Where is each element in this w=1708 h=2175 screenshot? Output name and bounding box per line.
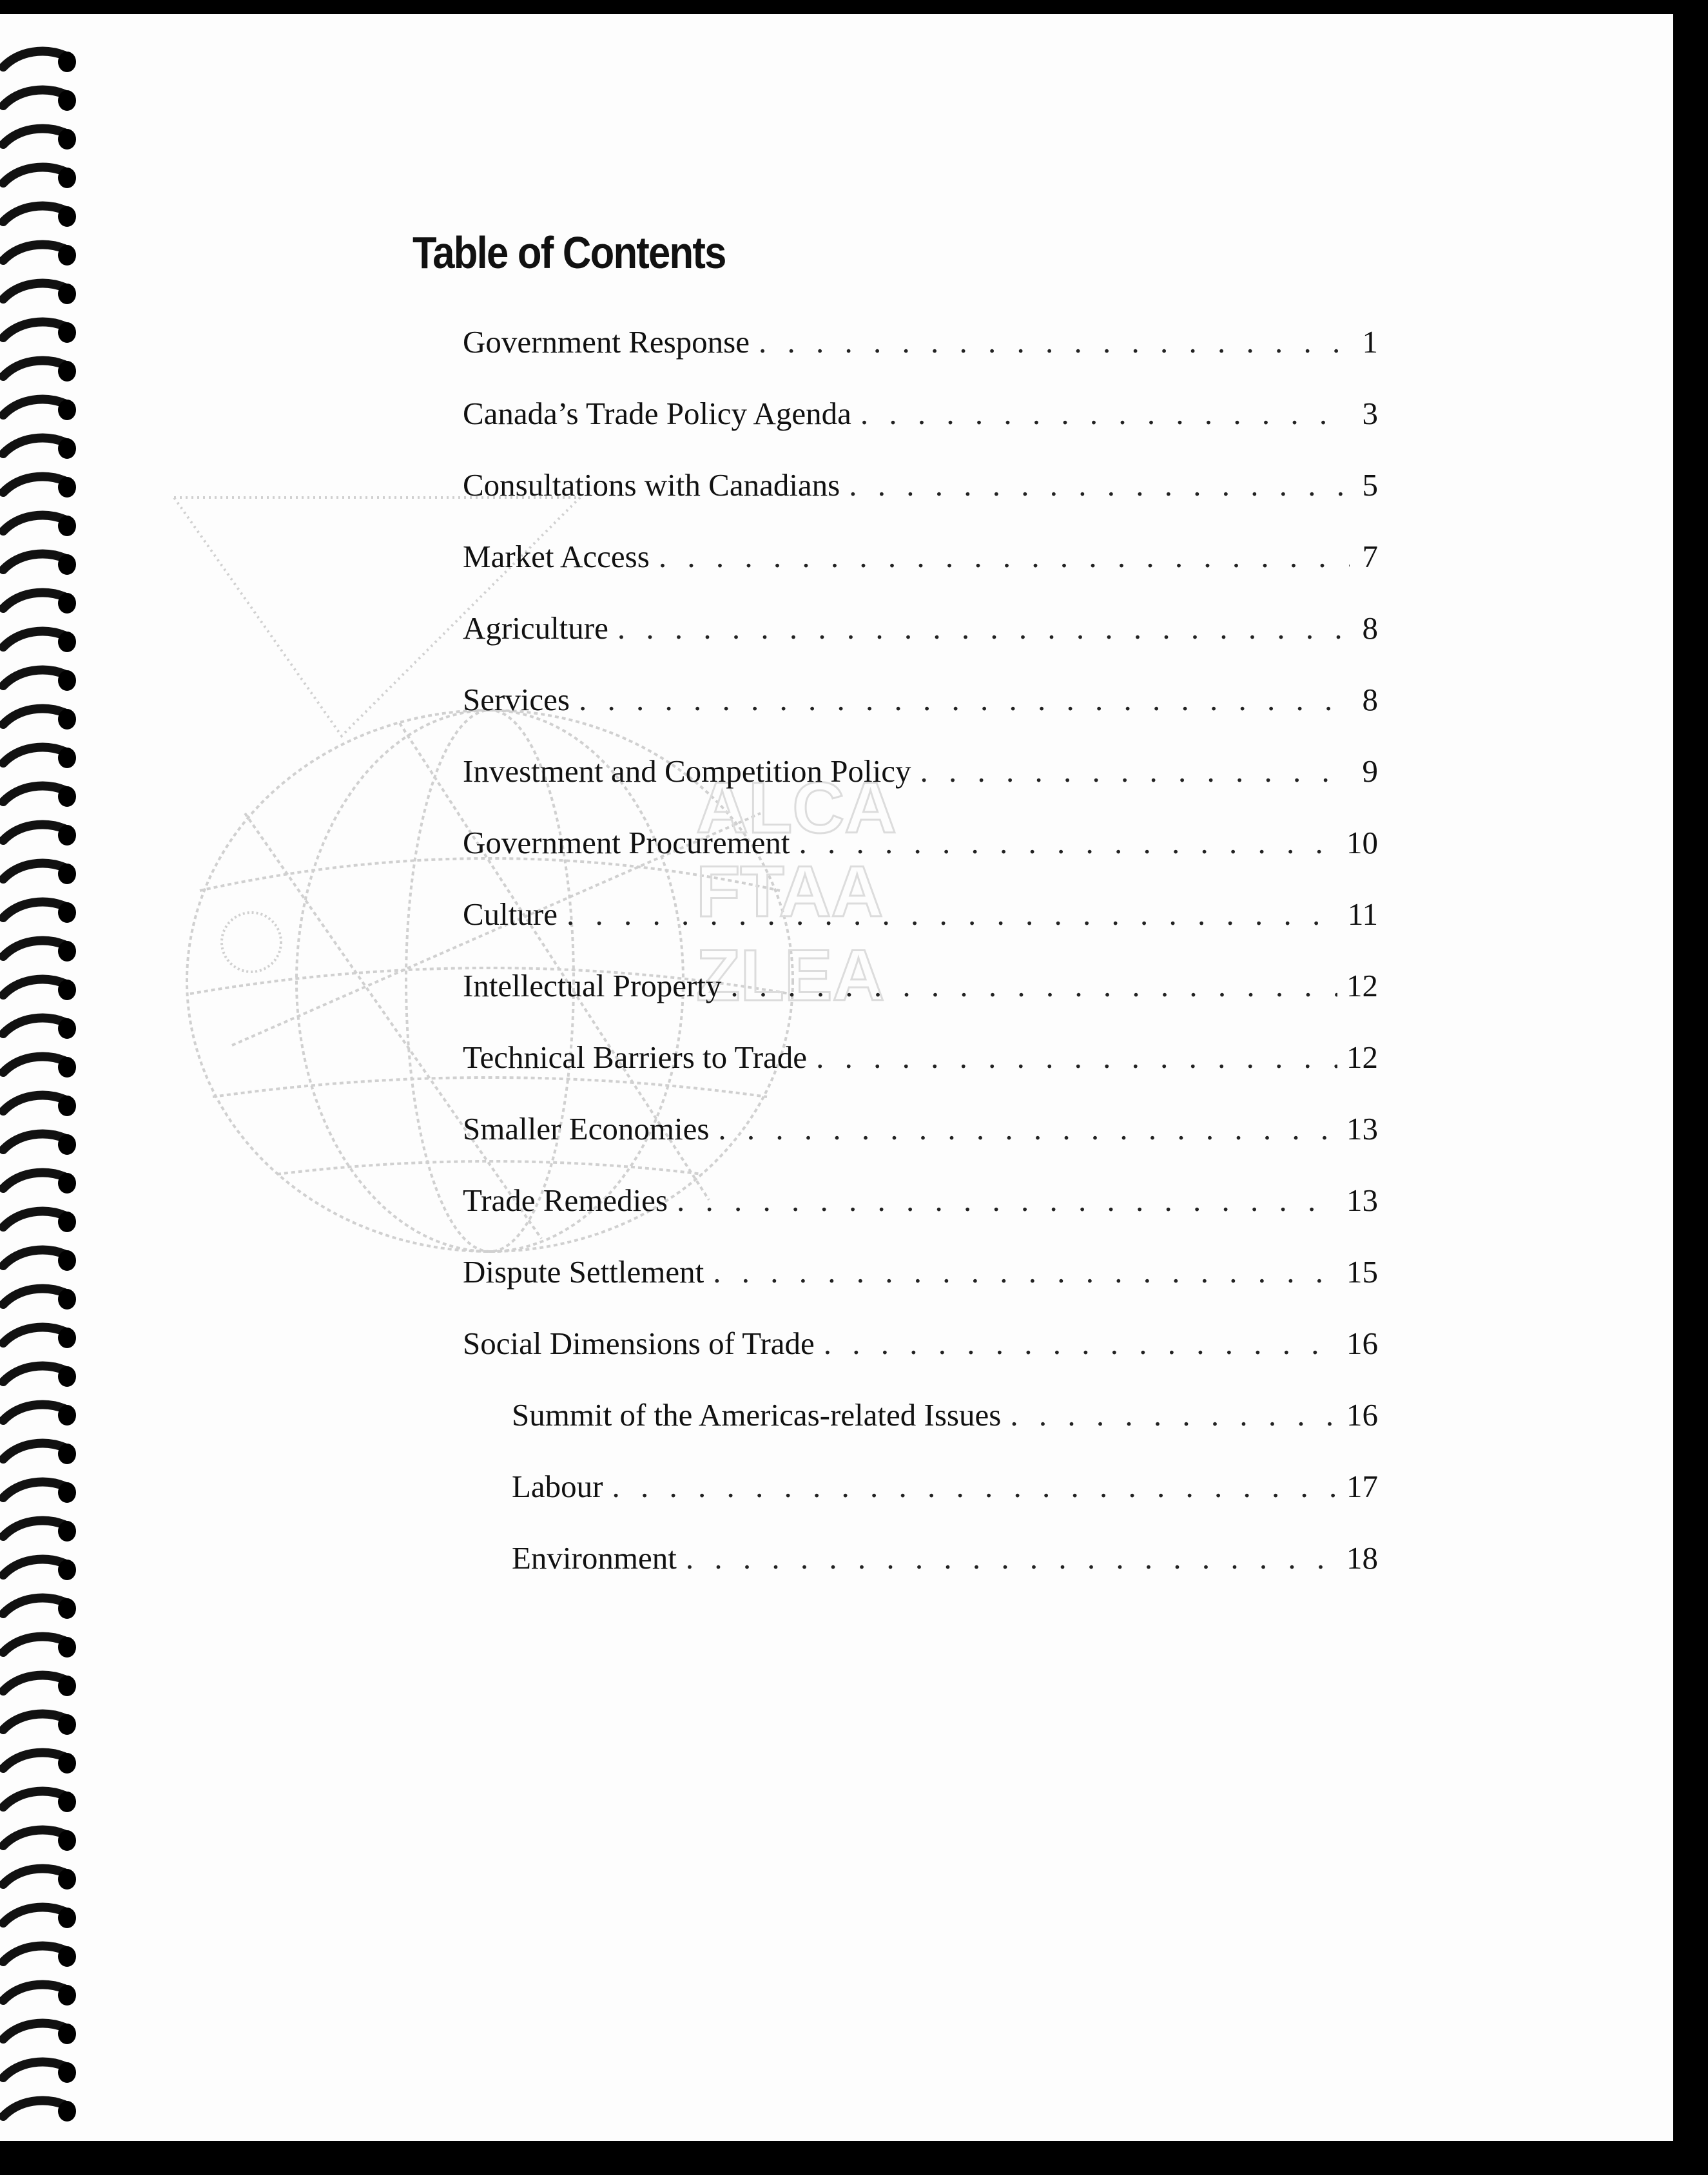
binding-hole: [58, 2062, 76, 2083]
binding-hole: [58, 825, 76, 846]
dot-leader: [816, 1039, 1337, 1076]
binding-hole: [58, 206, 76, 227]
binding-coil: [3, 1482, 64, 1498]
binding-coil: [3, 1869, 64, 1884]
toc-entry[interactable]: [463, 1110, 1378, 1182]
binding-hole: [58, 1444, 76, 1464]
binding-hole: [58, 1134, 76, 1155]
dot-leader: [612, 1468, 1338, 1505]
binding-coil: [3, 245, 64, 260]
binding-hole: [58, 1057, 76, 1078]
toc-entry-page: 5: [1362, 467, 1378, 503]
binding-hole: [58, 129, 76, 150]
toc-entry-label: Investment and Competition Policy: [463, 753, 911, 789]
toc-entry-page: 12: [1346, 968, 1378, 1003]
toc-entry[interactable]: [463, 1253, 1378, 1325]
binding-coil: [3, 1405, 64, 1420]
dot-leader: [677, 1182, 1337, 1219]
binding-hole: [58, 1096, 76, 1116]
binding-hole: [58, 1018, 76, 1039]
binding-hole: [58, 1714, 76, 1735]
binding-hole: [58, 477, 76, 498]
binding-coil: [3, 284, 64, 299]
dot-leader: [579, 681, 1350, 718]
toc-entry-page: 16: [1346, 1326, 1378, 1361]
binding-coil: [3, 748, 64, 763]
binding-coil: [3, 168, 64, 183]
binding-coil: [3, 361, 64, 376]
binding-coil: [3, 1057, 64, 1072]
binding-coil: [3, 1830, 64, 1846]
dot-leader: [799, 824, 1337, 861]
binding-coil: [3, 1328, 64, 1343]
binding-hole: [58, 980, 76, 1000]
binding-coil: [3, 1289, 64, 1304]
toc-entry-label: Labour: [512, 1469, 603, 1504]
toc-entry-label: Government Procurement: [463, 825, 790, 860]
binding-hole: [58, 1637, 76, 1658]
binding-hole: [58, 709, 76, 730]
binding-coil: [3, 1366, 64, 1382]
binding-coil: [3, 129, 64, 144]
binding-hole: [58, 1598, 76, 1619]
document-page: [0, 14, 1673, 2141]
toc-entry-page: 3: [1362, 396, 1378, 431]
toc-entry-label: Social Dimensions of Trade: [463, 1326, 815, 1361]
toc-entry-label: Services: [463, 682, 570, 717]
binding-coil: [3, 477, 64, 492]
binding-coil: [3, 400, 64, 415]
binding-coil: [3, 1096, 64, 1111]
toc-entry-label: Dispute Settlement: [463, 1254, 704, 1290]
toc-entry-label: Intellectual Property: [463, 968, 722, 1003]
toc-entry-page: 11: [1347, 896, 1378, 932]
binding-hole: [58, 1560, 76, 1580]
binding-hole: [58, 2101, 76, 2122]
binding-coil: [3, 322, 64, 338]
binding-hole: [58, 1869, 76, 1890]
binding-hole: [58, 438, 76, 459]
dot-leader: [659, 538, 1350, 575]
binding-coil: [3, 90, 64, 106]
dot-leader: [824, 1325, 1337, 1362]
binding-coil: [3, 1637, 64, 1652]
toc-entry[interactable]: [463, 1397, 1378, 1468]
binding-hole: [58, 1482, 76, 1503]
binding-hole: [58, 632, 76, 652]
binding-hole: [58, 1830, 76, 1851]
binding-coil: [3, 593, 64, 608]
binding-coil: [3, 1753, 64, 1768]
toc-entry[interactable]: [463, 967, 1378, 1039]
binding-hole: [58, 361, 76, 382]
binding-coil: [3, 864, 64, 879]
page-title: Table of Contents: [412, 227, 726, 278]
binding-hole: [58, 1173, 76, 1194]
toc-entry[interactable]: [463, 681, 1378, 753]
binding-hole: [58, 1405, 76, 1426]
binding-coil: [3, 438, 64, 454]
toc-entry-label: Market Access: [463, 539, 650, 574]
toc-entry[interactable]: [463, 1468, 1378, 1540]
toc-entry-label: Government Response: [463, 324, 750, 360]
watermark-text-1: ALCA: [696, 768, 897, 848]
binding-coil: [3, 941, 64, 956]
watermark-text-3: ZLEA: [696, 935, 885, 1016]
toc-entry[interactable]: [463, 395, 1378, 467]
binding-hole: [58, 1366, 76, 1387]
spiral-binding-icon: [0, 40, 84, 2141]
binding-coil: [3, 1985, 64, 2000]
binding-coil: [3, 1173, 64, 1188]
dot-leader: [686, 1540, 1337, 1576]
dot-leader: [567, 896, 1339, 933]
binding-coil: [3, 1946, 64, 1962]
dot-leader: [759, 324, 1350, 360]
binding-coil: [3, 1676, 64, 1691]
binding-hole: [58, 1676, 76, 1696]
binding-hole: [58, 245, 76, 266]
toc-entry-page: 17: [1346, 1469, 1378, 1504]
binding-coil: [3, 206, 64, 222]
binding-hole: [58, 1212, 76, 1232]
toc-entry-label: Consultations with Canadians: [463, 467, 840, 503]
dot-leader: [860, 395, 1350, 432]
toc-entry[interactable]: [463, 1540, 1378, 1611]
watermark-text-2: FTAA: [696, 851, 884, 932]
dot-leader: [920, 753, 1350, 789]
toc-entry-label: Culture: [463, 896, 558, 932]
toc-entry-page: 15: [1346, 1254, 1378, 1290]
binding-hole: [58, 786, 76, 807]
toc-entry[interactable]: [463, 896, 1378, 967]
toc-entry-label: Summit of the Americas-related Issues: [512, 1397, 1002, 1433]
toc-entry[interactable]: [463, 1182, 1378, 1253]
binding-coil: [3, 632, 64, 647]
binding-hole: [58, 941, 76, 962]
toc-entry-page: 8: [1362, 610, 1378, 646]
dot-leader: [730, 967, 1337, 1004]
binding-hole: [58, 1908, 76, 1928]
toc-entry-page: 12: [1346, 1039, 1378, 1075]
toc-entry[interactable]: [463, 610, 1378, 681]
binding-coil: [3, 1521, 64, 1536]
binding-coil: [3, 709, 64, 724]
toc-entry-label: Canada’s Trade Policy Agenda: [463, 396, 851, 431]
toc-entry-page: 16: [1346, 1397, 1378, 1433]
binding-hole: [58, 1753, 76, 1774]
binding-hole: [58, 593, 76, 614]
toc-entry-label: Trade Remedies: [463, 1183, 668, 1218]
binding-hole: [58, 284, 76, 304]
binding-hole: [58, 1289, 76, 1310]
dot-leader: [718, 1110, 1337, 1147]
toc-entry-page: 18: [1346, 1540, 1378, 1576]
binding-hole: [58, 554, 76, 575]
binding-hole: [58, 748, 76, 768]
binding-coil: [3, 554, 64, 570]
toc-entry-label: Environment: [512, 1540, 677, 1576]
binding-coil: [3, 1134, 64, 1150]
binding-hole: [58, 1985, 76, 2006]
binding-coil: [3, 980, 64, 995]
binding-coil: [3, 670, 64, 686]
binding-coil: [3, 1908, 64, 1923]
binding-hole: [58, 2024, 76, 2044]
toc-entry-page: 13: [1346, 1183, 1378, 1218]
binding-coil: [3, 1250, 64, 1266]
dot-leader: [617, 610, 1350, 646]
toc-entry-label: Smaller Economies: [463, 1111, 710, 1146]
toc-entry[interactable]: [463, 467, 1378, 538]
toc-entry-page: 7: [1362, 539, 1378, 574]
toc-entry[interactable]: [463, 1325, 1378, 1397]
binding-hole: [58, 1792, 76, 1812]
binding-hole: [58, 902, 76, 923]
toc-entry-page: 8: [1362, 682, 1378, 717]
binding-coil: [3, 1018, 64, 1034]
binding-hole: [58, 168, 76, 188]
binding-coil: [3, 1792, 64, 1807]
binding-coil: [3, 1444, 64, 1459]
binding-coil: [3, 2101, 64, 2116]
binding-hole: [58, 1328, 76, 1348]
toc-entry-page: 13: [1346, 1111, 1378, 1146]
binding-coil: [3, 902, 64, 918]
binding-coil: [3, 1714, 64, 1730]
toc-entry-page: 1: [1362, 324, 1378, 360]
binding-coil: [3, 1212, 64, 1227]
binding-coil: [3, 2024, 64, 2039]
binding-hole: [58, 670, 76, 691]
binding-hole: [58, 52, 76, 72]
binding-coil: [3, 1598, 64, 1614]
toc-entry-page: 10: [1346, 825, 1378, 860]
binding-coil: [3, 1560, 64, 1575]
toc-entry-label: Agriculture: [463, 610, 608, 646]
toc-entry-page: 9: [1362, 753, 1378, 789]
toc-entry[interactable]: [463, 753, 1378, 824]
dot-leader: [1010, 1397, 1337, 1433]
toc-entry[interactable]: [463, 538, 1378, 610]
toc-entry-label: Technical Barriers to Trade: [463, 1039, 808, 1075]
binding-hole: [58, 322, 76, 343]
binding-coil: [3, 825, 64, 840]
dot-leader: [849, 467, 1350, 503]
binding-coil: [3, 2062, 64, 2078]
dot-leader: [713, 1253, 1337, 1290]
toc-entry[interactable]: [463, 324, 1378, 395]
binding-hole: [58, 516, 76, 536]
binding-coil: [3, 52, 64, 67]
binding-coil: [3, 516, 64, 531]
toc-entry[interactable]: [463, 1039, 1378, 1110]
binding-hole: [58, 1250, 76, 1271]
binding-hole: [58, 90, 76, 111]
binding-hole: [58, 1946, 76, 1967]
binding-hole: [58, 400, 76, 420]
binding-hole: [58, 1521, 76, 1542]
toc-entry[interactable]: [463, 824, 1378, 896]
binding-coil: [3, 786, 64, 802]
toc-list: [463, 324, 1378, 1611]
binding-hole: [58, 864, 76, 884]
